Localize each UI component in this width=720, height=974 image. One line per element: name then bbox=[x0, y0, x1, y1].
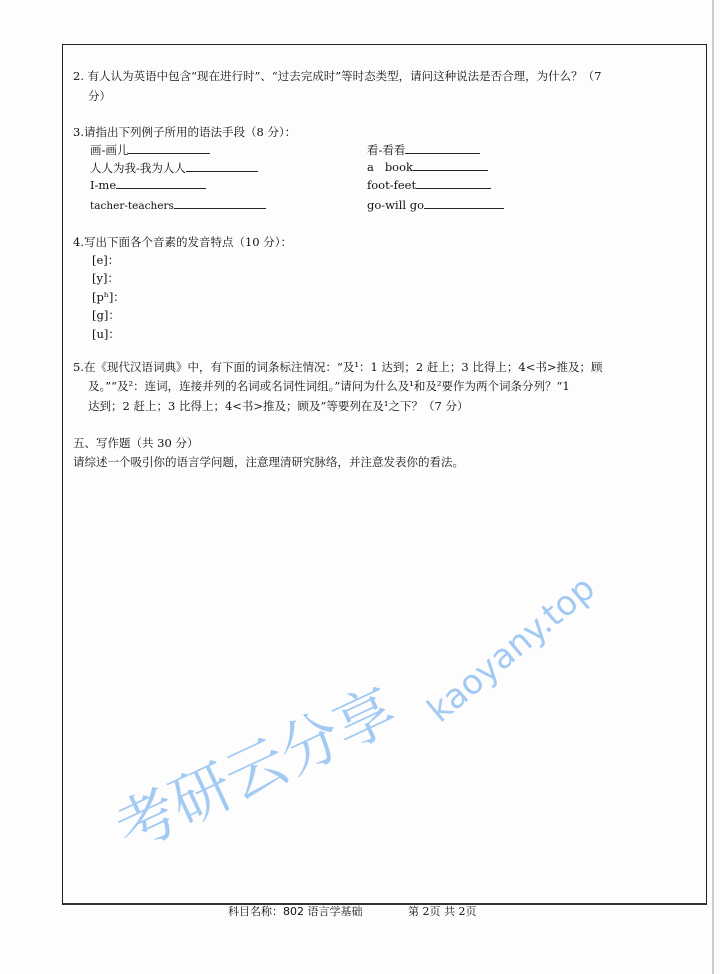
phoneme-item: [g]： bbox=[92, 308, 120, 322]
question-2-line2: 分） bbox=[88, 89, 111, 103]
q3-left-item: 画-画儿 bbox=[90, 142, 210, 158]
question-4-title: 4.写出下面各个音素的发音特点（10 分）： bbox=[73, 235, 293, 249]
phoneme-item: [e]： bbox=[92, 253, 120, 267]
section-5-prompt: 请综述一个吸引你的语言学问题，注意理清研究脉络，并注意发表你的看法。 bbox=[73, 455, 464, 469]
q3-right-item: foot-feet bbox=[367, 178, 491, 192]
q3-right-item: a book bbox=[367, 160, 488, 174]
question-3-title: 3.请指出下列例子所用的语法手段（8 分）： bbox=[73, 125, 297, 139]
question-5-line1: 5.在《现代汉语词典》中，有下面的词条标注情况：“及¹：1 达到；2 赶上；3 比得上；4<书>推及；顾 bbox=[73, 360, 603, 374]
q3-right-item: go-will go bbox=[367, 198, 504, 212]
phoneme-item: [y]： bbox=[92, 271, 119, 285]
watermark-url: kaoyany.top bbox=[420, 568, 603, 731]
question-5-line3: 达到；2 赶上；3 比得上；4<书>推及；顾及”等要列在及¹之下？（7 分） bbox=[88, 399, 469, 413]
phoneme-item: [u]： bbox=[92, 327, 120, 341]
q3-left-item: I-me bbox=[90, 178, 206, 192]
q3-left-item: 人人为我-我为人人 bbox=[90, 160, 258, 176]
q3-left-item: tacher-teachers bbox=[90, 198, 266, 212]
section-5-title: 五、写作题（共 30 分） bbox=[73, 436, 199, 450]
phoneme-item: [pʰ]： bbox=[92, 290, 125, 304]
footer-subject: 科目名称：802 语言学基础 bbox=[228, 905, 363, 918]
question-2-line1: 2. 有人认为英语中包含“现在进行时”、“过去完成时”等时态类型，请问这种说法是否合理，为什么？（7 bbox=[73, 69, 602, 83]
footer-page: 第 2页 共 2页 bbox=[408, 905, 477, 918]
q3-right-item: 看-看看 bbox=[367, 142, 480, 158]
question-5-line2: 及。”“及²：连词，连接并列的名词或名词性词组。”请问为什么及¹和及²要作为两个词条分列？“1 bbox=[88, 379, 570, 393]
watermark-cn: 考研云分享 bbox=[105, 674, 407, 866]
scan-edge bbox=[712, 0, 714, 974]
